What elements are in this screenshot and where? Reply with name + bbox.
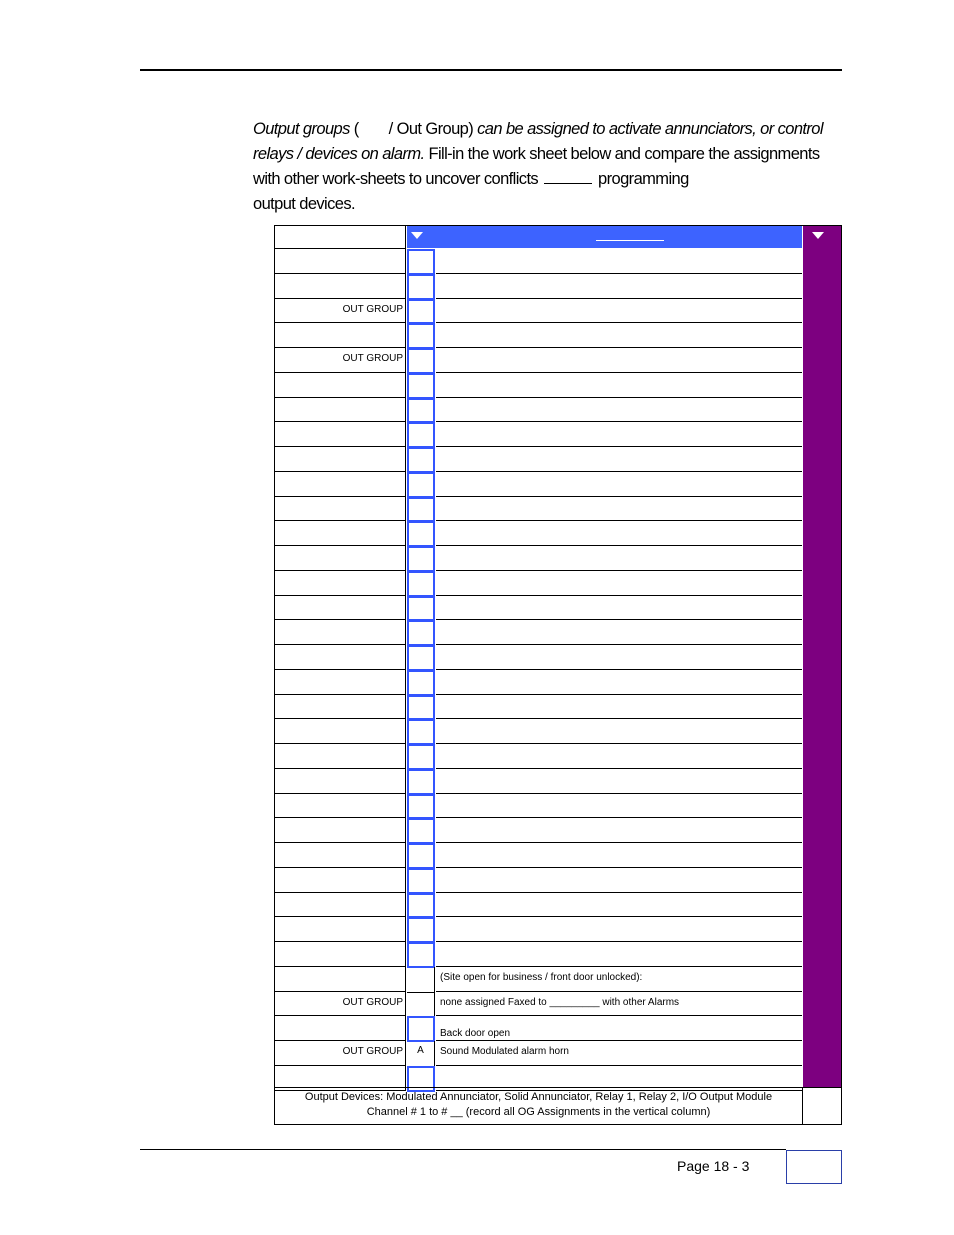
row-label xyxy=(274,942,406,967)
worksheet-row xyxy=(274,596,802,621)
worksheet-row xyxy=(274,942,802,967)
worksheet-row xyxy=(274,645,802,670)
row-description[interactable]: Sound Modulated alarm horn xyxy=(436,1041,802,1066)
row-description[interactable] xyxy=(436,447,802,472)
worksheet-row xyxy=(274,249,802,274)
og-code-box[interactable] xyxy=(407,398,435,424)
row-description[interactable] xyxy=(436,670,802,695)
og-code-box[interactable] xyxy=(407,843,435,869)
row-label xyxy=(274,497,406,522)
row-label xyxy=(274,571,406,596)
worksheet-row xyxy=(274,274,802,299)
og-code-box[interactable] xyxy=(407,546,435,572)
row-description[interactable] xyxy=(436,744,802,769)
row-label xyxy=(274,794,406,819)
worksheet-row xyxy=(274,373,802,398)
worksheet-row xyxy=(274,992,802,1017)
worksheet-row xyxy=(274,323,802,348)
intro-text-line-3b: programming xyxy=(594,170,689,188)
footer-line-2: Channel # 1 to # __ (record all OG Assignments in the vertical column) xyxy=(366,1106,711,1118)
row-label: OUT GROUP xyxy=(274,348,406,373)
triangle-down-icon xyxy=(812,232,824,239)
worksheet-row xyxy=(274,967,802,992)
og-code-box[interactable] xyxy=(407,447,435,473)
row-label xyxy=(274,398,406,423)
row-label xyxy=(274,967,406,992)
row-description[interactable] xyxy=(436,794,802,819)
og-code-box[interactable] xyxy=(407,695,435,721)
worksheet-row xyxy=(274,893,802,918)
og-code-box[interactable] xyxy=(407,274,435,300)
worksheet-row xyxy=(274,769,802,794)
row-description[interactable] xyxy=(436,596,802,621)
bottom-rule xyxy=(140,1149,786,1150)
worksheet-row xyxy=(274,472,802,497)
og-code-box[interactable] xyxy=(407,893,435,919)
og-code-box[interactable] xyxy=(407,323,435,349)
intro-line-3 xyxy=(253,167,843,192)
og-code-box[interactable] xyxy=(407,670,435,696)
og-code-box[interactable] xyxy=(407,521,435,547)
row-description[interactable] xyxy=(436,249,802,274)
worksheet-frame-left xyxy=(274,225,275,1124)
row-label xyxy=(274,620,406,645)
worksheet-frame-bottom xyxy=(274,1124,842,1125)
row-label xyxy=(274,1016,406,1041)
intro-text-3: / Out Group) xyxy=(384,120,478,138)
worksheet-row xyxy=(274,695,802,720)
worksheet-row xyxy=(274,348,802,373)
row-description[interactable] xyxy=(436,769,802,794)
intro-text-2: ( xyxy=(349,120,359,138)
intro-text-line-4: output devices. xyxy=(253,195,355,213)
worksheet-row xyxy=(274,719,802,744)
output-devices-note xyxy=(275,1090,802,1120)
og-code-box[interactable] xyxy=(407,348,435,374)
og-code-box[interactable] xyxy=(407,719,435,745)
og-code-box[interactable] xyxy=(407,299,435,325)
row-label xyxy=(274,769,406,794)
worksheet-row xyxy=(274,670,802,695)
og-code-box[interactable] xyxy=(407,967,435,993)
og-code-box[interactable] xyxy=(407,942,435,968)
worksheet-row xyxy=(274,1041,802,1066)
worksheet-row xyxy=(274,546,802,571)
intro-paragraph xyxy=(253,117,843,217)
row-description[interactable] xyxy=(436,917,802,942)
row-label xyxy=(274,893,406,918)
row-description[interactable]: Back door open xyxy=(436,1016,802,1041)
row-description[interactable] xyxy=(436,695,802,720)
row-description[interactable] xyxy=(436,323,802,348)
worksheet-header-bar xyxy=(407,226,802,248)
row-label: OUT GROUP xyxy=(274,1041,406,1066)
row-description[interactable] xyxy=(436,620,802,645)
og-code-box[interactable] xyxy=(407,769,435,795)
row-description[interactable] xyxy=(436,868,802,893)
intro-text-line-3a: with other work-sheets to uncover conflicts xyxy=(253,170,543,188)
row-label: OUT GROUP xyxy=(274,299,406,324)
row-label xyxy=(274,596,406,621)
row-label xyxy=(274,645,406,670)
row-description[interactable] xyxy=(436,472,802,497)
row-description[interactable] xyxy=(436,373,802,398)
worksheet-row xyxy=(274,571,802,596)
row-label xyxy=(274,373,406,398)
row-description[interactable] xyxy=(436,818,802,843)
worksheet-row xyxy=(274,422,802,447)
footer-line-1: Output Devices: Modulated Annunciator, Solid Annunciator, Relay 1, Relay 2, I/O Output Module xyxy=(304,1091,773,1103)
row-description[interactable] xyxy=(436,546,802,571)
intro-line-4 xyxy=(253,192,843,217)
worksheet-frame-right xyxy=(841,225,842,1124)
header-label-cell xyxy=(274,226,406,249)
og-code-box[interactable] xyxy=(407,249,435,275)
footer-top-rule xyxy=(274,1087,842,1088)
og-code-box[interactable] xyxy=(407,596,435,622)
intro-italic-1: Output groups xyxy=(253,120,350,138)
row-description[interactable] xyxy=(436,645,802,670)
worksheet-row xyxy=(274,744,802,769)
worksheet-row xyxy=(274,497,802,522)
og-code-box[interactable] xyxy=(407,645,435,671)
row-description[interactable] xyxy=(436,942,802,967)
row-description[interactable] xyxy=(436,521,802,546)
intro-italic-line-2: relays / devices on alarm. xyxy=(253,145,425,163)
og-code-box[interactable] xyxy=(407,620,435,646)
og-code-box[interactable] xyxy=(407,917,435,943)
row-description[interactable] xyxy=(436,398,802,423)
row-label xyxy=(274,323,406,348)
og-code-box[interactable] xyxy=(407,794,435,820)
worksheet-row xyxy=(274,1016,802,1041)
og-code-box[interactable] xyxy=(407,571,435,597)
row-description[interactable] xyxy=(436,571,802,596)
footer-divider xyxy=(802,1087,803,1124)
worksheet-row xyxy=(274,843,802,868)
row-description[interactable] xyxy=(436,348,802,373)
row-label xyxy=(274,521,406,546)
header-underline xyxy=(596,240,664,241)
row-label xyxy=(274,546,406,571)
worksheet-row xyxy=(274,794,802,819)
og-code-box[interactable] xyxy=(407,497,435,523)
worksheet-row xyxy=(274,398,802,423)
row-description[interactable]: none assigned Faxed to _________ with other Alarms xyxy=(436,992,802,1017)
page-number: Page 18 - 3 xyxy=(677,1158,750,1174)
row-description[interactable] xyxy=(436,299,802,324)
row-label xyxy=(274,719,406,744)
triangle-down-icon xyxy=(411,232,423,239)
worksheet-row xyxy=(274,868,802,893)
worksheet-row xyxy=(274,818,802,843)
og-code-box[interactable] xyxy=(407,422,435,448)
row-label xyxy=(274,818,406,843)
output-group-column xyxy=(803,226,841,1087)
row-label xyxy=(274,274,406,299)
row-label xyxy=(274,917,406,942)
row-label xyxy=(274,868,406,893)
row-label xyxy=(274,422,406,447)
row-description[interactable] xyxy=(436,497,802,522)
worksheet-frame-top xyxy=(274,225,842,226)
row-description[interactable] xyxy=(436,422,802,447)
row-label xyxy=(274,695,406,720)
og-code-box[interactable] xyxy=(407,472,435,498)
og-code-box[interactable] xyxy=(407,1016,435,1042)
row-description[interactable] xyxy=(436,719,802,744)
worksheet-row xyxy=(274,620,802,645)
og-code-box[interactable]: A xyxy=(407,1041,435,1067)
row-description[interactable] xyxy=(436,893,802,918)
worksheet-row xyxy=(274,299,802,324)
page-box xyxy=(786,1150,842,1184)
row-label xyxy=(274,843,406,868)
top-rule xyxy=(140,69,842,71)
row-label: OUT GROUP xyxy=(274,992,406,1017)
row-description[interactable]: (Site open for business / front door unlocked): xyxy=(436,967,802,992)
worksheet-row xyxy=(274,447,802,472)
worksheet-row xyxy=(274,521,802,546)
row-label xyxy=(274,744,406,769)
intro-blank xyxy=(544,169,592,184)
worksheet-row xyxy=(274,917,802,942)
intro-line-2 xyxy=(253,142,843,167)
row-description[interactable] xyxy=(436,843,802,868)
og-code-box[interactable] xyxy=(407,992,435,1018)
row-label xyxy=(274,472,406,497)
intro-italic-4: can be assigned to activate annunciators, or control xyxy=(477,120,823,138)
og-code-box[interactable] xyxy=(407,744,435,770)
og-code-box[interactable] xyxy=(407,373,435,399)
row-description[interactable] xyxy=(436,274,802,299)
row-label xyxy=(274,670,406,695)
row-label xyxy=(274,447,406,472)
og-code-box[interactable] xyxy=(407,818,435,844)
row-label xyxy=(274,249,406,274)
intro-line-1 xyxy=(253,117,843,142)
intro-text-line-2: Fill-in the work sheet below and compare the assignments xyxy=(424,145,820,163)
og-code-box[interactable] xyxy=(407,868,435,894)
